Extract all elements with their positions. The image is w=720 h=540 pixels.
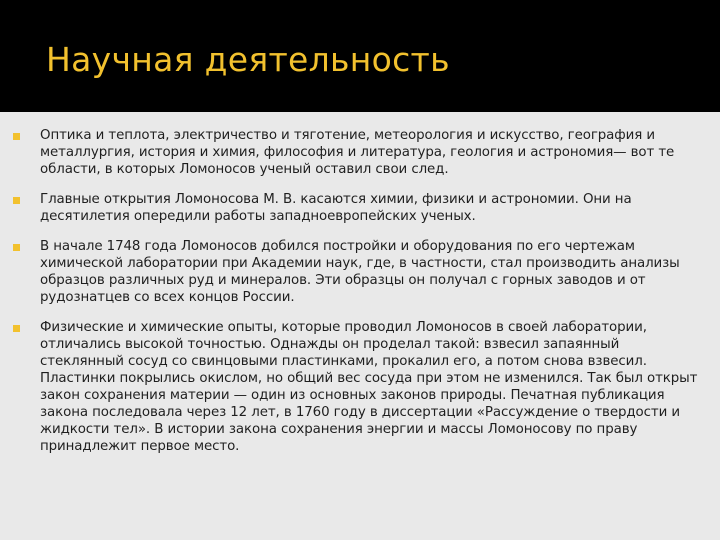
bullet-item xyxy=(0,127,720,178)
bullet-list xyxy=(0,127,720,468)
square-bullet-icon xyxy=(13,133,20,140)
square-bullet-icon xyxy=(13,244,20,251)
bullet-text: Физические и химические опыты, которые проводил Ломоносов в своей лаборатории, отличались высокой точностью. Однажды он проделал такой: взвесил запаянный стеклянный сосуд со свинцовыми пластинками, прокалил его, а потом снова взвесил. Пластинки покрылись окислом, но общий вес сосуда при этом не изменился. Так был открыт закон сохранения материи — один из основных законов природы. Печатная публикация закона последовала через 12 лет, в 1760 году в диссертации «Рассуждение о твердости и жидкости тел». В истории закона сохранения энергии и массы Ломоносову по праву принадлежит первое место. xyxy=(40,320,698,454)
bullet-item xyxy=(0,319,720,455)
bullet-text: В начале 1748 года Ломоносов добился постройки и оборудования по его чертежам химической лаборатории при Академии наук, где, в частности, стал производить анализы образцов различных руд и минералов. Эти образцы он получал с горных заводов и от рудознатцев со всех концов России. xyxy=(40,239,680,305)
bullet-item xyxy=(0,238,720,306)
bullet-text: Оптика и теплота, электричество и тяготение, метеорология и искусство, география и металлургия, история и химия, философия и литература, геология и астрономия— вот те области, в которых Ломоносов ученый оставил свои след. xyxy=(40,128,675,177)
slide-title: Научная деятельность xyxy=(46,40,450,79)
bullet-text: Главные открытия Ломоносова М. В. касаются химии, физики и астрономии. Они на десятилетия опередили работы западноевропейских ученых. xyxy=(40,192,632,224)
bullet-item xyxy=(0,191,720,225)
square-bullet-icon xyxy=(13,325,20,332)
square-bullet-icon xyxy=(13,197,20,204)
title-bar xyxy=(0,0,720,112)
